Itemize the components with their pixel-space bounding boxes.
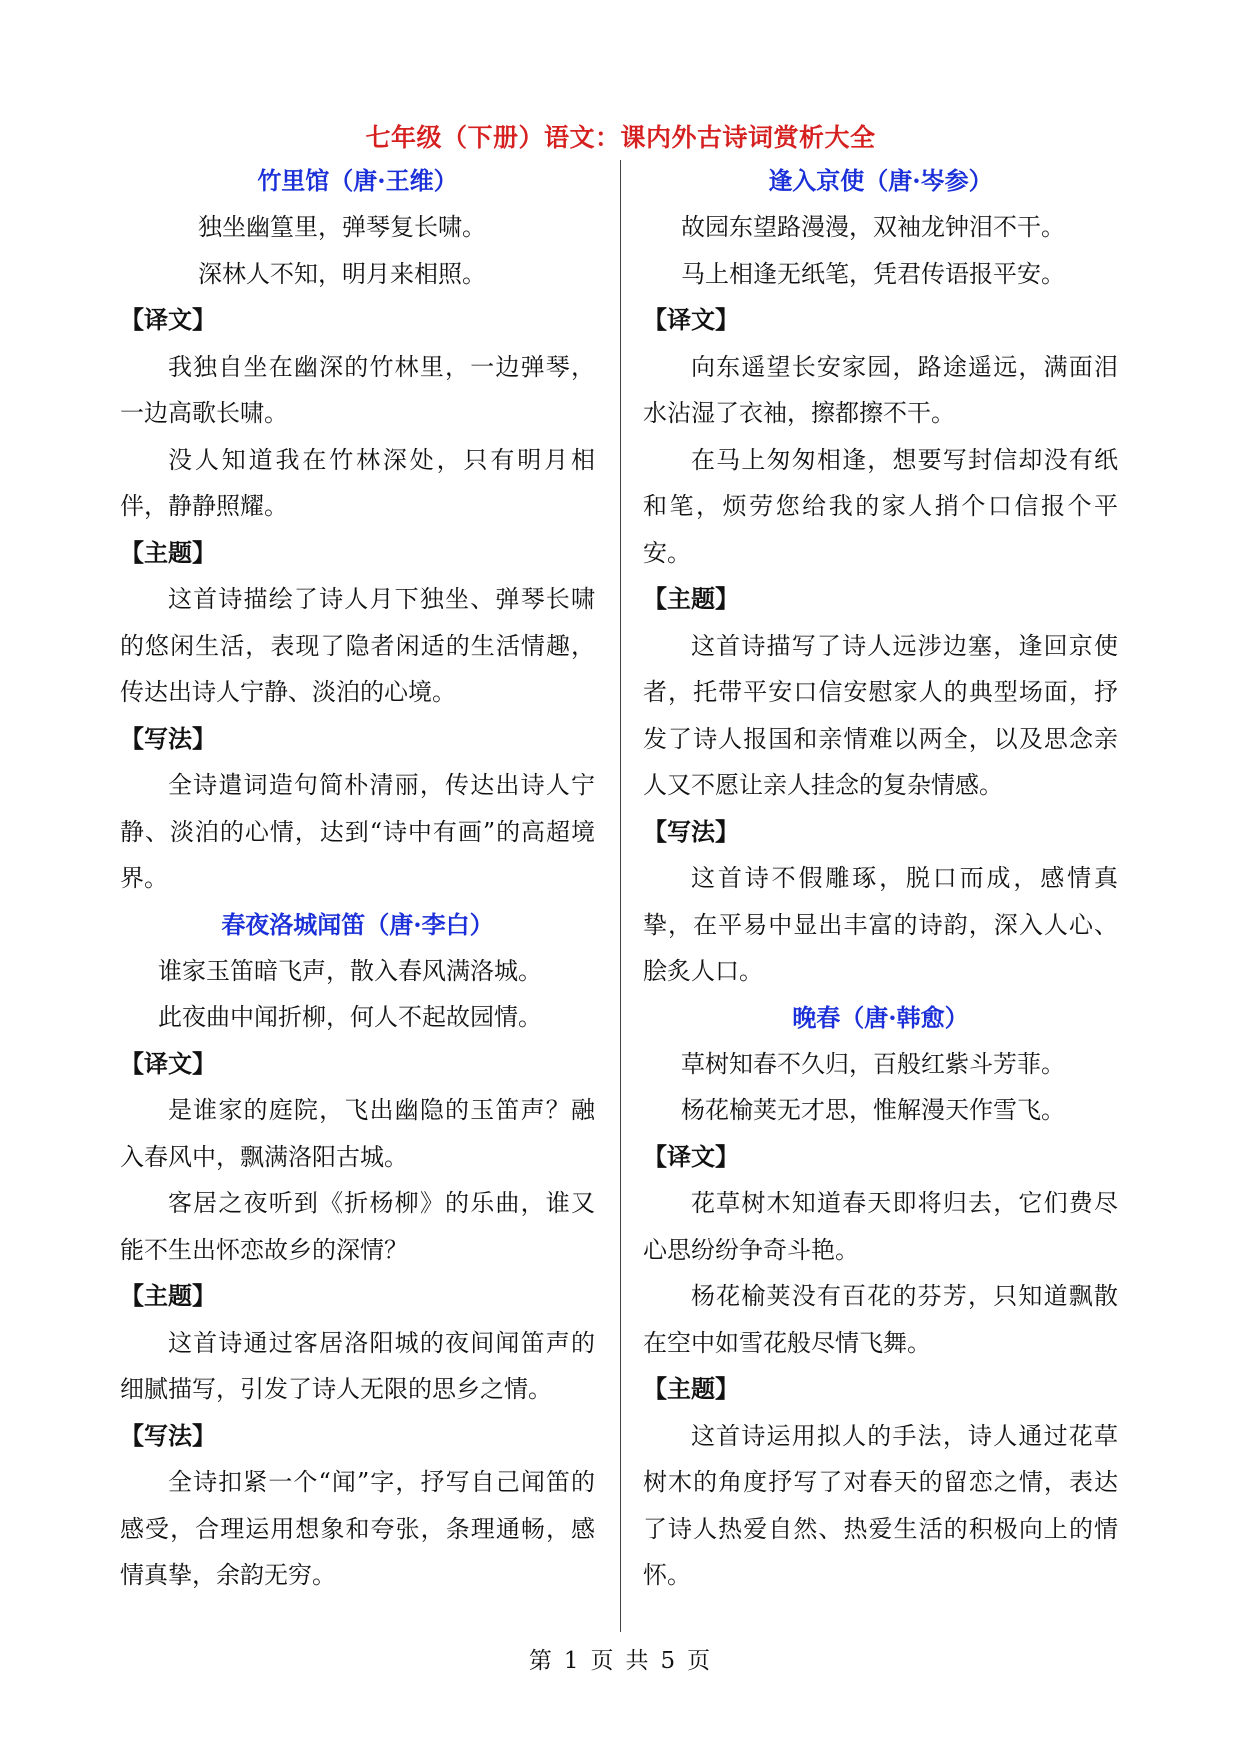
- page-number: 1: [563, 1648, 581, 1674]
- translation-paragraph: 在马上匆匆相逢，想要写封信却没有纸和笔，烦劳您给我的家人捎个口信报个平安。: [643, 445, 1118, 567]
- translation-paragraph: 杨花榆荚没有百花的芬芳，只知道飘散在空中如雪花般尽情飞舞。: [643, 1282, 1118, 1357]
- technique-paragraph: 全诗扣紧一个“闻”字，抒写自己闻笛的感受，合理运用想象和夸张，条理通畅，感情真挚，余韵无穷。: [120, 1468, 595, 1589]
- left-column: [120, 158, 595, 1599]
- theme-paragraph: 这首诗描写了诗人远涉边塞，逢回京使者，托带平安口信安慰家人的典型场面，抒发了诗人报国和亲情难以两全，以及思念亲人又不愿让亲人挂念的复杂情感。: [643, 631, 1118, 799]
- translation-paragraph: 是谁家的庭院，飞出幽隐的玉笛声？融入春风中，飘满洛阳古城。: [120, 1096, 595, 1171]
- theme-paragraph: 这首诗描绘了诗人月下独坐、弹琴长啸的悠闲生活，表现了隐者闲适的生活情趣，传达出诗人宁静、淡泊的心境。: [120, 585, 595, 706]
- right-column: [643, 158, 1118, 1599]
- page-footer: [0, 1642, 1241, 1675]
- poem-title: 逢入京使（唐·岑参）: [768, 166, 993, 195]
- section-label-translation: 【译文】: [643, 1141, 739, 1171]
- poem-verse: 杨花榆荚无才思，惟解漫天作雪飞。: [681, 1096, 1065, 1124]
- poem-verse: 故园东望路漫漫，双袖龙钟泪不干。: [681, 213, 1065, 241]
- translation-paragraph: 客居之夜听到《折杨柳》的乐曲，谁又能不生出怀恋故乡的深情？: [120, 1189, 595, 1264]
- poem-verse: 此夜曲中闻折柳，何人不起故园情。: [158, 1003, 542, 1031]
- translation-paragraph: 没人知道我在竹林深处，只有明月相伴，静静照耀。: [120, 445, 595, 520]
- footer-word-di: 第: [528, 1648, 554, 1674]
- poem-title: 春夜洛城闻笛（唐·李白）: [221, 909, 494, 939]
- poem-verse: 马上相逢无纸笔，凭君传语报平安。: [681, 259, 1065, 288]
- section-label-theme: 【主题】: [120, 537, 216, 567]
- poem-verse: 谁家玉笛暗飞声，散入春风满洛城。: [158, 956, 542, 985]
- footer-word-ye: 页: [590, 1648, 616, 1674]
- footer-word-gong: 共: [625, 1648, 651, 1674]
- poem-title: 晚春（唐·韩愈）: [792, 1002, 969, 1032]
- poem-verse: 独坐幽篁里，弹琴复长啸。: [198, 213, 486, 241]
- section-label-technique: 【写法】: [120, 1420, 216, 1450]
- document-title: 七年级（下册）语文：课内外古诗词赏析大全: [365, 123, 876, 152]
- theme-paragraph: 这首诗通过客居洛阳城的夜间闻笛声的细腻描写，引发了诗人无限的思乡之情。: [120, 1328, 595, 1403]
- section-label-technique: 【写法】: [120, 723, 216, 753]
- section-label-translation: 【译文】: [643, 305, 739, 334]
- section-label-theme: 【主题】: [643, 1374, 739, 1403]
- theme-paragraph: 这首诗运用拟人的手法，诗人通过花草树木的角度抒写了对春天的留恋之情，表达了诗人热爱自然、热爱生活的积极向上的情怀。: [643, 1421, 1118, 1589]
- total-pages: 5: [660, 1648, 678, 1674]
- poem-title: 竹里馆（唐·王维）: [257, 166, 458, 195]
- poem-verse: 深林人不知，明月来相照。: [198, 259, 486, 288]
- translation-paragraph: 我独自坐在幽深的竹林里，一边弹琴，一边高歌长啸。: [120, 352, 595, 427]
- technique-paragraph: 这首诗不假雕琢，脱口而成，感情真挚，在平易中显出丰富的诗韵，深入人心、脍炙人口。: [643, 864, 1118, 985]
- section-label-translation: 【译文】: [120, 305, 216, 334]
- section-label-translation: 【译文】: [120, 1048, 216, 1078]
- footer-word-ye: 页: [687, 1648, 713, 1674]
- section-label-technique: 【写法】: [643, 816, 739, 846]
- section-label-theme: 【主题】: [643, 584, 739, 613]
- section-label-theme: 【主题】: [120, 1281, 216, 1310]
- translation-paragraph: 向东遥望长安家园，路途遥远，满面泪水沾湿了衣袖，擦都擦不干。: [643, 352, 1118, 427]
- column-divider: [620, 160, 621, 1632]
- technique-paragraph: 全诗遣词造句简朴清丽，传达出诗人宁静、淡泊的心情，达到“诗中有画”的高超境界。: [120, 771, 595, 892]
- poem-verse: 草树知春不久归，百般红紫斗芳菲。: [681, 1049, 1065, 1078]
- translation-paragraph: 花草树木知道春天即将归去，它们费尽心思纷纷争奇斗艳。: [643, 1189, 1118, 1264]
